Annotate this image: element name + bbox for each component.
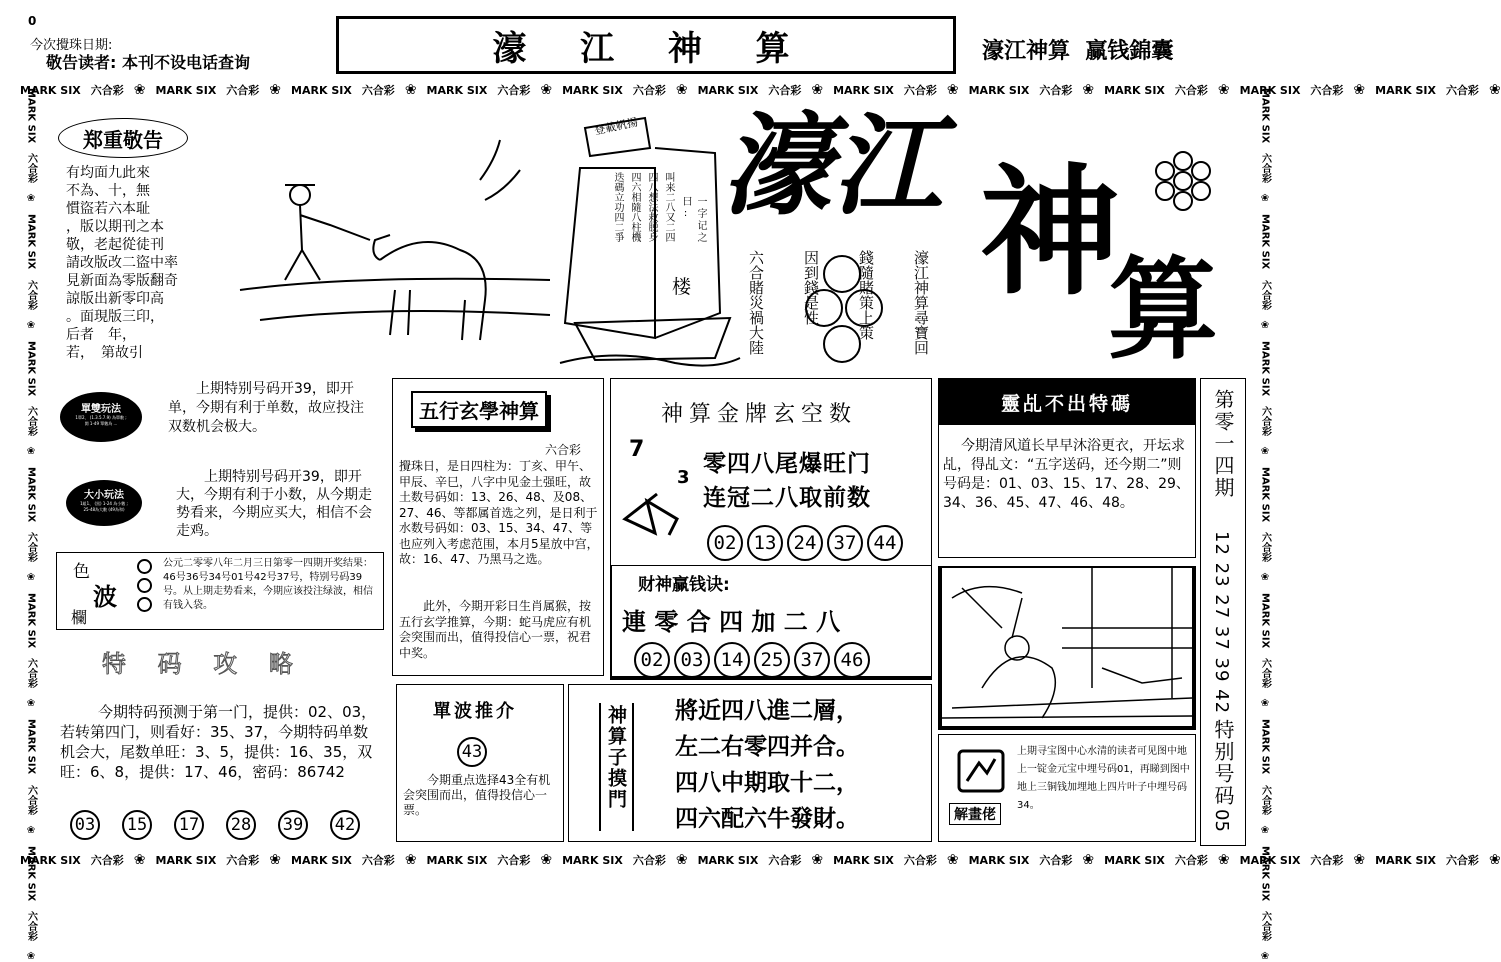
flower-icon: ❀: [25, 698, 37, 710]
mark-six-label: MARK SIX: [833, 83, 894, 97]
notice-line: 若， 第故引: [66, 345, 143, 361]
mark-six-label: MARK SIX: [25, 340, 37, 396]
poem-line: 四八中期取十二，: [675, 769, 859, 796]
mark-six-label: MARK SIX: [25, 466, 37, 523]
issue-numbers: 12 23 27 37 39 42: [1211, 531, 1232, 715]
farmer-ox-illustration: [230, 140, 560, 360]
flower-icon: ❀: [1217, 82, 1230, 98]
mark-six-label: MARK SIX: [426, 853, 488, 867]
mark-six-label: 六合彩: [25, 532, 37, 563]
scribble-arrow-icon: [617, 489, 687, 539]
golden-box: [610, 378, 932, 566]
mark-six-label: MARK SIX: [155, 83, 217, 97]
flower-icon: ❀: [25, 445, 37, 457]
mark-six-label: MARK SIX: [1259, 88, 1271, 144]
mark-six-label: MARK SIX: [562, 83, 623, 97]
notice-line: ，版以期刊之本: [66, 219, 164, 235]
flower-icon: ❀: [1082, 852, 1095, 868]
flower-icon: ❀: [25, 319, 37, 331]
single-wave-ball: 43: [457, 737, 487, 767]
mark-six-label: MARK SIX: [562, 853, 623, 867]
flower-icon: ❀: [1259, 572, 1271, 584]
flower-icon: ❀: [1259, 445, 1271, 457]
flower-icon: ❀: [1259, 950, 1271, 962]
flower-icon: ❀: [1488, 852, 1501, 868]
number-ball: 28: [226, 810, 256, 840]
issue-special: 05: [1211, 809, 1232, 832]
mark-six-strip-left: [20, 88, 42, 962]
mark-six-label: 六合彩: [25, 658, 37, 689]
color-wave-label-top: 色: [73, 562, 90, 582]
flower-icon: ❀: [133, 852, 146, 868]
number-ball: 42: [330, 810, 360, 840]
number-ball: 44: [867, 525, 903, 561]
number-ball: 15: [122, 810, 152, 840]
mark-six-label: MARK SIX: [291, 83, 352, 97]
flower-icon: ❀: [1353, 82, 1366, 98]
corner-number: 0: [28, 14, 37, 28]
mark-six-label: 六合彩: [25, 153, 37, 184]
mark-six-label: MARK SIX: [25, 719, 37, 775]
notice-line: 不為、十，無: [66, 183, 150, 199]
color-wave-label-bot: 欄: [71, 608, 88, 627]
number-ball: 39: [278, 810, 308, 840]
five-elements-top: 六合彩: [545, 443, 582, 457]
number-ball: 37: [827, 525, 863, 561]
treasure-badge: 解畫佬: [949, 803, 1001, 825]
title-poem-column: 錢隨賭策上策: [857, 250, 875, 340]
flower-icon: ❀: [675, 82, 688, 98]
poem-line: 四六配六牛發財。: [675, 805, 859, 832]
number-ball: 24: [787, 525, 823, 561]
flower-icon: ❀: [25, 950, 37, 962]
flower-icon: ❀: [1259, 319, 1271, 331]
flower-icon: ❀: [25, 193, 37, 205]
number-ball: 03: [674, 642, 710, 678]
flower-icon: ❀: [1259, 824, 1271, 836]
mark-six-label: 六合彩: [25, 279, 37, 310]
notice-line: 見新面為零版翻奇: [66, 273, 178, 289]
hint-label: 一字记之曰:: [680, 196, 706, 244]
fortune-box: [610, 566, 932, 680]
mark-six-label: MARK SIX: [968, 853, 1030, 867]
mark-six-label: MARK SIX: [20, 83, 81, 97]
single-wave-text: 今期重点选择43全有机会突围而出，值得投信心一票。: [403, 773, 551, 817]
number-ball: 25: [754, 642, 790, 678]
mark-six-label: MARK SIX: [697, 83, 759, 97]
mark-six-label: MARK SIX: [1259, 340, 1271, 396]
fortune-line: 連 零 合 四 加 二 八: [622, 607, 841, 636]
golden-num-a: 7: [629, 437, 645, 462]
main-title-line1: 濠江: [722, 101, 942, 230]
mark-six-label: MARK SIX: [1259, 719, 1271, 775]
header-title: 濠 江 神 算: [492, 28, 800, 69]
flower-icon: ❀: [25, 572, 37, 584]
number-ball: 02: [634, 642, 670, 678]
number-ball: 14: [714, 642, 750, 678]
poem-line: 將近四八進二層，: [675, 697, 859, 724]
big-small-text: 上期特别号码开39，即开大，今期有利于小数，从今期走势看来，今期应买大，相信不会走鸡。: [176, 469, 372, 539]
mark-six-label: 六合彩: [903, 84, 937, 97]
golden-line2: 连冠二八取前数: [703, 485, 871, 511]
sail-poem-column: 四六相隨八柱機: [629, 172, 640, 242]
special-strategy-balls: [70, 810, 360, 840]
golden-balls: [707, 525, 903, 561]
flower-icon: ❀: [133, 82, 146, 98]
color-wave-box: [56, 552, 384, 630]
mark-six-label: 六合彩: [25, 910, 37, 941]
mark-six-label: 六合彩: [226, 84, 260, 97]
color-wave-label-mid: 波: [93, 583, 117, 611]
golden-num-b: 3: [677, 467, 690, 488]
issue-column: [1200, 378, 1246, 846]
mark-six-label: MARK SIX: [1259, 593, 1271, 649]
mark-six-label: MARK SIX: [25, 593, 37, 649]
five-elements-text2: 此外，今期开彩日生肖属猴，按五行玄学推算，今期：蛇马虎应有机会突围而出，值得投信心一票，祝君中奖。: [399, 599, 592, 660]
golden-line1: 零四八尾爆旺门: [703, 451, 871, 477]
number-ball: 46: [834, 642, 870, 678]
five-elements-box: [392, 378, 604, 676]
golden-title: 神算金牌玄空数: [661, 402, 858, 427]
mark-six-label: 六合彩: [226, 854, 260, 867]
sail-title: 登載帆揚: [593, 115, 639, 138]
spirit-text: 今期清风道长早早沐浴更衣，开坛求乩，得乩文：“五字送码，还今期二”则号码是：01、03、15、17、28、29、34、36、45、47、46、48。: [943, 438, 1190, 511]
mark-six-label: 六合彩: [1259, 532, 1271, 563]
flower-icon: ❀: [1217, 852, 1230, 868]
single-double-badge-title: 單雙玩法: [81, 404, 121, 415]
mark-six-label: MARK SIX: [1239, 853, 1301, 867]
spirit-title: 靈乩不出特碼: [939, 379, 1195, 425]
number-ball: 13: [747, 525, 783, 561]
treasure-picture-frame: [938, 566, 1196, 730]
notice-text: [66, 164, 216, 362]
reader-notice: 敬告读者: 本刊不设电话查询: [46, 53, 250, 72]
mark-six-label: 六合彩: [1259, 658, 1271, 689]
flower-icon: ❀: [1259, 193, 1271, 205]
five-elements-text: 攪珠日，是日四柱为：丁亥、甲午、甲辰、辛巳，八字中见金土强旺，故土数号码如：13、26、48、及08、27、46、等都属首选之列，是日利于水数号码如：03、15、34、47、等也应列入考虑范围，本月5星放中宫，故：16、47、乃黑马之选。: [399, 459, 599, 566]
sail-poem-column: 四八想法救脱身: [646, 172, 657, 242]
poem-side-label: 神算子摸門: [599, 703, 634, 831]
issue-label: 第零一四期: [1211, 389, 1235, 499]
main-title-line3: 算: [1108, 245, 1218, 374]
spirit-box: [938, 378, 1196, 558]
notice-line: 請改版改二盜中率: [66, 255, 178, 271]
header-title-box: [336, 16, 956, 74]
fortune-title: 财神赢钱诀:: [638, 575, 730, 595]
mark-six-label: MARK SIX: [968, 83, 1030, 97]
single-double-section: [60, 380, 380, 460]
poem-circles: [804, 252, 894, 372]
mark-six-label: 六合彩: [632, 84, 666, 97]
mark-six-label: 六合彩: [25, 784, 37, 815]
color-wave-text: 公元二零零八年二月三日第零一四期开奖结果：46号36号34号01号42号37号，特别号码39号。从上期走势看来，今期应该投注绿波，相信有钱入袋。: [163, 558, 373, 611]
title-poem-column: 六合賭災禍大陸: [747, 250, 765, 355]
mark-six-label: 六合彩: [1174, 84, 1208, 97]
flower-icon: ❀: [540, 82, 553, 98]
flower-icon: ❀: [811, 82, 824, 98]
draw-date-label: 今次攪珠日期:: [30, 38, 113, 53]
title-poem-column: 濠江神算尋寶回: [912, 250, 930, 355]
mark-six-label: 六合彩: [1039, 854, 1073, 867]
mark-six-label: 六合彩: [632, 854, 666, 867]
flower-icon: ❀: [1353, 852, 1366, 868]
mark-six-label: 六合彩: [1259, 279, 1271, 310]
mark-six-label: MARK SIX: [833, 853, 894, 867]
mark-six-strip-top: [20, 80, 1501, 100]
single-wave-box: [396, 684, 564, 842]
issue-special-label: 特别号码: [1211, 719, 1235, 807]
mark-six-label: 六合彩: [1445, 84, 1479, 97]
single-wave-title: 單波推介: [433, 701, 517, 722]
notice-line: 有均面九此來: [66, 165, 150, 181]
mark-six-label: 六合彩: [1259, 910, 1271, 941]
sail-poem-column: 叫来二八又二四: [663, 172, 674, 242]
number-ball: 02: [707, 525, 743, 561]
mark-six-label: MARK SIX: [1104, 853, 1165, 867]
number-ball: 37: [794, 642, 830, 678]
main-title-line2: 神: [980, 151, 1121, 315]
notice-box: [58, 114, 218, 361]
mark-six-label: 六合彩: [1259, 784, 1271, 815]
mark-six-label: 六合彩: [90, 854, 124, 867]
mark-six-label: 六合彩: [1174, 854, 1208, 867]
special-strategy-title: 特 码 攻 略: [102, 650, 305, 678]
mark-six-label: MARK SIX: [1104, 83, 1165, 97]
flower-icon: ❀: [25, 824, 37, 836]
scroll-icon: [957, 749, 1005, 793]
mark-six-label: MARK SIX: [1259, 214, 1271, 270]
mark-six-label: MARK SIX: [155, 853, 217, 867]
notice-line: 諒版出新零印高: [66, 291, 164, 307]
mark-six-label: 六合彩: [903, 854, 937, 867]
special-strategy-text: 今期特码预测于第一门，提供：02、03，若转第四门，则看好：35、37，今期特码单数机会大，尾数单旺：3、5，提供：16、35，双旺：6、8，提供：17、46，密码：86742: [60, 703, 377, 781]
title-poem-column: 因到錢是性: [802, 250, 820, 325]
fortune-balls: [634, 642, 870, 678]
poem-lines: [675, 693, 925, 837]
poem-line: 左二右零四并合。: [675, 733, 859, 760]
mark-six-label: MARK SIX: [25, 845, 37, 901]
mark-six-label: 六合彩: [768, 854, 802, 867]
flower-icon: ❀: [946, 82, 959, 98]
single-double-badge-sub: 1單2、 (1.3.5.7.9) 為單數 ; 開 1-49 單數為 ...: [75, 415, 127, 426]
mark-six-label: MARK SIX: [25, 88, 37, 144]
mark-six-strip-bottom: [20, 850, 1501, 870]
big-small-section: [60, 466, 380, 546]
flower-icon: ❀: [946, 852, 959, 868]
flower-emblem-icon: [1152, 150, 1214, 212]
sail-poem: [610, 172, 676, 292]
flower-icon: ❀: [675, 852, 688, 868]
slogan: 濠江神算 赢钱錦囊: [982, 38, 1174, 64]
mark-six-label: MARK SIX: [1375, 853, 1436, 867]
notice-line: 。面現版三印，: [66, 309, 164, 325]
mark-six-label: MARK SIX: [697, 853, 759, 867]
sail-poem-column: 迭碼立功四二爭: [612, 172, 623, 242]
flower-icon: ❀: [540, 852, 553, 868]
color-wave-circles: [137, 559, 152, 612]
mark-six-label: MARK SIX: [426, 83, 488, 97]
flower-icon: ❀: [1488, 82, 1501, 98]
mark-six-label: MARK SIX: [25, 214, 37, 270]
flower-icon: ❀: [269, 852, 282, 868]
flower-icon: ❀: [404, 82, 417, 98]
mark-six-label: MARK SIX: [291, 853, 352, 867]
flower-icon: ❀: [1082, 82, 1095, 98]
mark-six-label: 六合彩: [361, 84, 395, 97]
number-ball: 17: [174, 810, 204, 840]
mark-six-label: 六合彩: [361, 854, 395, 867]
notice-line: 敬，老起從徒刊: [66, 237, 164, 253]
notice-line: 后者 年，: [66, 327, 136, 343]
flower-icon: ❀: [404, 852, 417, 868]
flower-icon: ❀: [1259, 698, 1271, 710]
mark-six-label: 六合彩: [1310, 84, 1344, 97]
mark-six-label: MARK SIX: [1259, 845, 1271, 901]
mark-six-label: MARK SIX: [1239, 83, 1301, 97]
mark-six-label: 六合彩: [497, 84, 531, 97]
hint-char: 楼: [672, 276, 692, 298]
mark-six-label: 六合彩: [1310, 854, 1344, 867]
mark-six-label: 六合彩: [1039, 84, 1073, 97]
mark-six-strip-right: [1254, 88, 1276, 962]
mark-six-label: MARK SIX: [1375, 83, 1436, 97]
single-double-badge: [60, 392, 142, 442]
treasure-box: [938, 734, 1196, 842]
big-small-badge: [66, 480, 142, 526]
mark-six-label: 六合彩: [25, 405, 37, 436]
notice-line: 慣盜若六本耻: [66, 201, 150, 217]
special-strategy-section: [56, 638, 386, 843]
treasure-illustration: [942, 568, 1192, 724]
mark-six-label: MARK SIX: [1259, 466, 1271, 523]
mark-six-label: 六合彩: [1445, 854, 1479, 867]
big-small-badge-sub: 1組1、 (黑) 1-24 為小數 ; 25-48為大數 (49為和): [80, 501, 128, 512]
notice-title: 郑重敬告: [58, 118, 188, 158]
mark-six-label: 六合彩: [1259, 405, 1271, 436]
mark-six-label: MARK SIX: [20, 853, 81, 867]
poem-box: [568, 684, 932, 842]
mark-six-label: 六合彩: [768, 84, 802, 97]
flower-icon: ❀: [811, 852, 824, 868]
big-small-badge-title: 大小玩法: [84, 490, 124, 501]
mark-six-label: 六合彩: [497, 854, 531, 867]
mark-six-label: 六合彩: [90, 84, 124, 97]
single-double-text: 上期特别号码开39，即开单，今期有利于单数，故应投注双数机会极大。: [168, 381, 364, 435]
flower-icon: ❀: [269, 82, 282, 98]
treasure-text: 上期寻宝图中心水清的读者可见图中地上一锭金元宝中埋号码01，再睇到图中地上三铜钱加埋地上四片叶子中埋号码34。: [1017, 746, 1190, 811]
five-elements-title: 五行玄學神算: [411, 391, 547, 428]
mark-six-label: 六合彩: [1259, 153, 1271, 184]
number-ball: 03: [70, 810, 100, 840]
